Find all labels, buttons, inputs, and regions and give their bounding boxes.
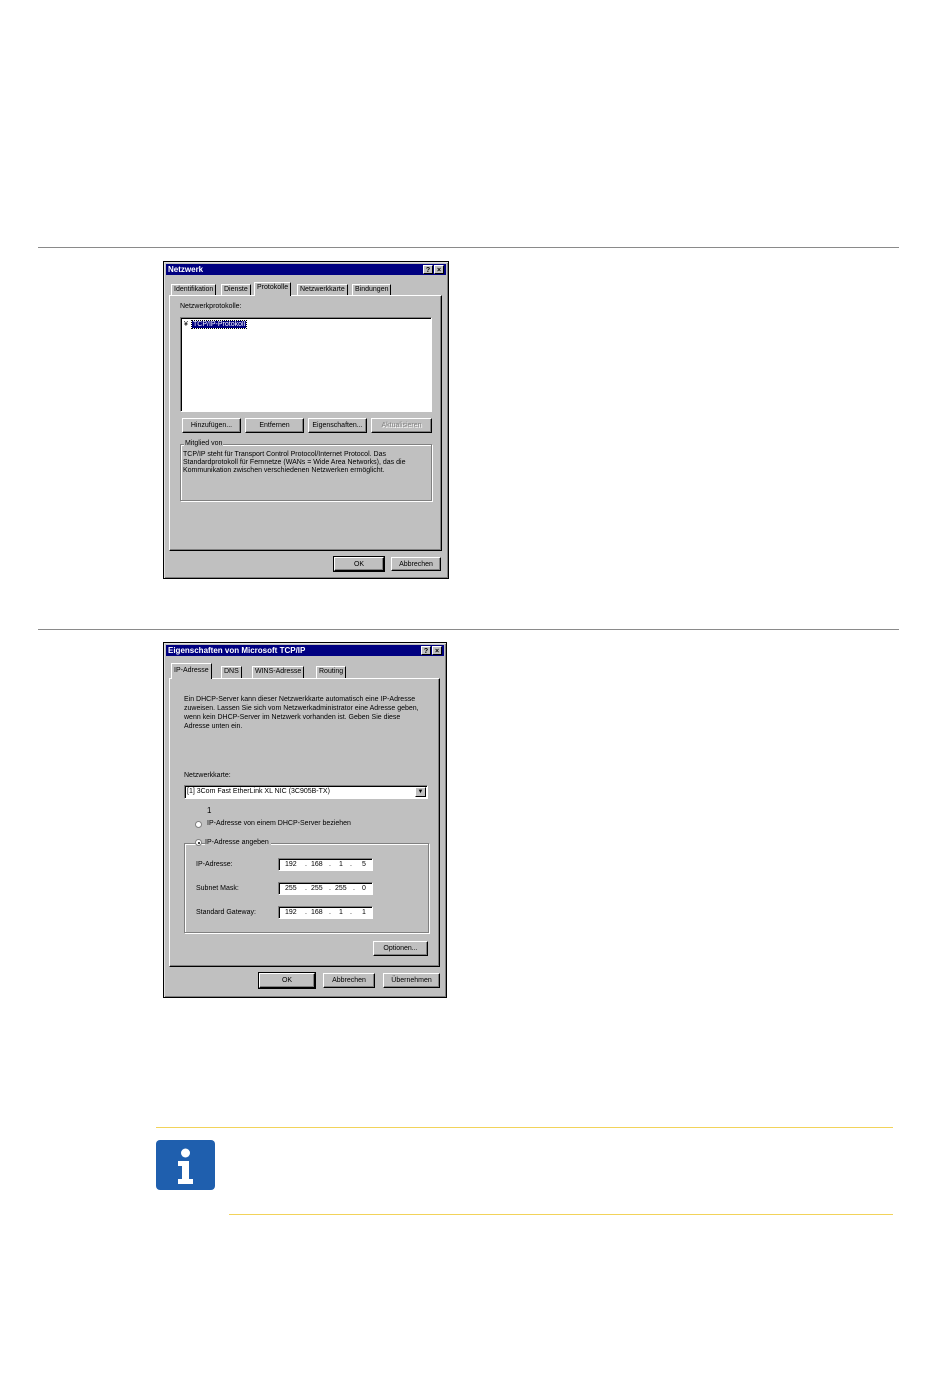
- octet-1: 192: [285, 909, 297, 916]
- octet-separator: .: [305, 909, 307, 916]
- note-bottom-rule: [229, 1214, 893, 1215]
- tab-dns[interactable]: DNS: [221, 666, 242, 679]
- network-protocol-icon: ¥: [184, 321, 188, 328]
- octet-separator: .: [329, 861, 331, 868]
- octet-3: 1: [339, 861, 343, 868]
- ip-address-input[interactable]: [278, 858, 373, 871]
- close-button[interactable]: ×: [434, 265, 444, 274]
- protocols-label: Netzwerkprotokolle:: [180, 303, 242, 310]
- adapter-label: Netzwerkkarte:: [184, 772, 231, 779]
- radio-manual-label[interactable]: IP-Adresse angeben: [205, 839, 269, 846]
- title-bar: [166, 645, 444, 656]
- octet-separator: .: [329, 885, 331, 892]
- octet-separator: .: [305, 885, 307, 892]
- gateway-label: Standard Gateway:: [196, 909, 256, 916]
- help-button[interactable]: ?: [423, 265, 433, 274]
- adapter-value: [1] 3Com Fast EtherLink XL NIC (3C905B-TX): [187, 788, 330, 795]
- octet-3: 1: [339, 909, 343, 916]
- note-top-rule: [156, 1127, 893, 1128]
- section-divider: [38, 247, 899, 248]
- tab-bindungen[interactable]: Bindungen: [352, 284, 391, 296]
- info-icon: [156, 1140, 215, 1190]
- add-button[interactable]: Hinzufügen...: [182, 418, 241, 433]
- subnet-mask-label: Subnet Mask:: [196, 885, 239, 892]
- properties-button[interactable]: Eigenschaften...: [308, 418, 367, 433]
- list-item[interactable]: [184, 320, 246, 329]
- cancel-button[interactable]: Abbrechen: [323, 973, 375, 988]
- octet-4: 5: [362, 861, 366, 868]
- octet-2: 168: [311, 909, 323, 916]
- member-of-label: Mitglied von: [185, 440, 223, 447]
- protocol-description: TCP/IP steht für Transport Control Protocol/Internet Protocol. Das Standardprotokoll für Fernnetze (WANs = Wide Area Networks), das die Kommunikation zwischen verschiedenen Netzwerken ermöglicht.: [183, 451, 406, 474]
- octet-separator: .: [305, 861, 307, 868]
- apply-button[interactable]: Übernehmen: [383, 973, 440, 988]
- close-button[interactable]: ×: [432, 646, 442, 655]
- update-button: Aktualisieren: [371, 418, 432, 433]
- octet-4: 0: [362, 885, 366, 892]
- tab-panel: [169, 678, 440, 967]
- remove-button[interactable]: Entfernen: [245, 418, 304, 433]
- list-item-label: TCP/IP-Protokoll: [193, 321, 246, 328]
- tab-identifikation[interactable]: Identifikation: [171, 284, 216, 296]
- octet-1: 192: [285, 861, 297, 868]
- octet-1: 255: [285, 885, 297, 892]
- chevron-down-icon[interactable]: ▼: [415, 787, 426, 797]
- octet-separator: .: [329, 909, 331, 916]
- help-button[interactable]: ?: [421, 646, 431, 655]
- radio-dhcp[interactable]: [195, 821, 202, 828]
- info-glyph: [156, 1140, 215, 1190]
- title-bar: [166, 264, 446, 275]
- octet-separator: .: [350, 861, 352, 868]
- ok-button[interactable]: OK: [259, 973, 315, 988]
- adapter-select[interactable]: [184, 785, 428, 799]
- tab-routing[interactable]: Routing: [316, 666, 346, 679]
- octet-4: 1: [362, 909, 366, 916]
- protocols-list[interactable]: [180, 317, 432, 412]
- octet-separator: .: [350, 909, 352, 916]
- ip-address-label: IP-Adresse:: [196, 861, 233, 868]
- tab-dienste[interactable]: Dienste: [221, 284, 251, 296]
- tcpip-properties-dialog: [163, 642, 447, 998]
- options-button[interactable]: Optionen...: [373, 941, 428, 956]
- network-dialog: [163, 261, 449, 579]
- tab-netzwerkkarte[interactable]: Netzwerkkarte: [297, 284, 348, 296]
- dialog-title: Eigenschaften von Microsoft TCP/IP: [168, 646, 306, 655]
- subnet-mask-input[interactable]: [278, 882, 373, 895]
- tab-protokolle[interactable]: Protokolle: [254, 282, 291, 296]
- octet-3: 255: [335, 885, 347, 892]
- ok-button[interactable]: OK: [334, 557, 384, 571]
- annotation-marker: 1: [207, 806, 212, 815]
- tab-ip-adresse[interactable]: IP-Adresse: [171, 663, 212, 679]
- radio-dhcp-label[interactable]: IP-Adresse von einem DHCP-Server beziehen: [207, 820, 351, 827]
- cancel-button[interactable]: Abbrechen: [391, 557, 441, 571]
- tab-wins-adresse[interactable]: WINS-Adresse: [252, 666, 304, 679]
- dhcp-intro-text: Ein DHCP-Server kann dieser Netzwerkkarte automatisch eine IP-Adresse zuweisen. Lassen Sie sich vom Netzwerkadministrator eine Adresse geben, wenn kein DHCP-Server im Netzwerk vorhanden ist. Geben Sie diese Adresse unten ein.: [184, 696, 419, 730]
- gateway-input[interactable]: [278, 906, 373, 919]
- member-of-group: [180, 444, 432, 501]
- section-divider: [38, 629, 899, 630]
- tab-panel: [169, 295, 442, 551]
- radio-manual[interactable]: [195, 839, 202, 846]
- dialog-title: Netzwerk: [168, 265, 204, 274]
- octet-separator: .: [353, 885, 355, 892]
- octet-2: 168: [311, 861, 323, 868]
- octet-2: 255: [311, 885, 323, 892]
